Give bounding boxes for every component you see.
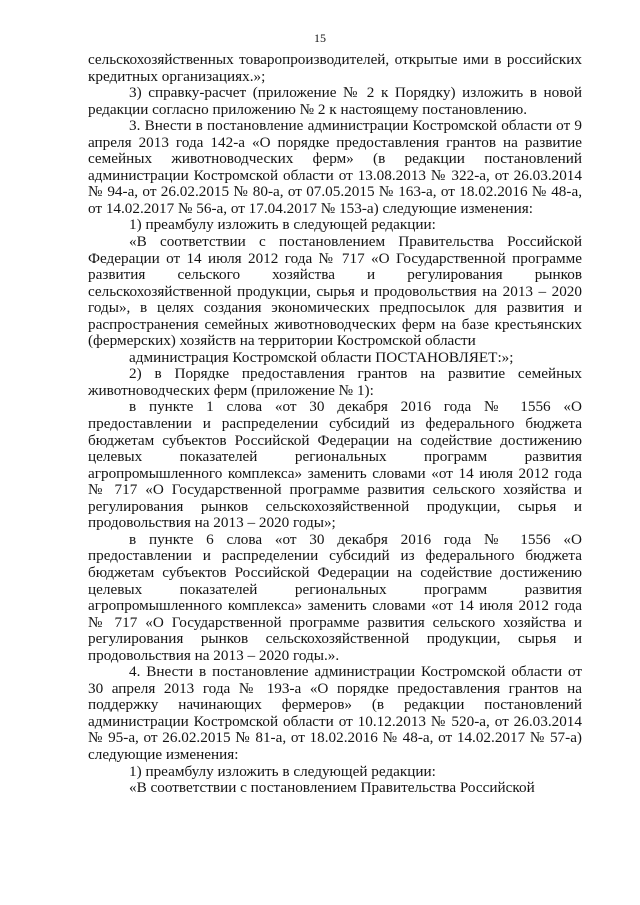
paragraph-preamble-instruction: 1) преамбулу изложить в следующей редакции:	[129, 216, 436, 234]
paragraph-preamble-text: «В соответствии с постановлением Правительства Российской Федерации от 14 июля 2012 года № 717 «О Государственной программе развития сельского хозяйства и регулирования рынков сельскохозяйственной продукции, сырья и продовольствия на 2013 – 2020 годы», в целях создания экономических предпосылок для развития и распространения семейных животноводческих ферм на базе крестьянских (фермерских) хозяйств на территории Костромской области	[88, 233, 582, 350]
paragraph-preamble-instruction-2: 1) преамбулу изложить в следующей редакции:	[129, 762, 436, 780]
paragraph-point-6: в пункте 6 слова «от 30 декабря 2016 года № 1556 «О предоставлении и распределении субсидий из федерального бюджета бюджетам субъектов Российской Федерации на содействие достижению целевых показателей региональных программ развития агропромышленного комплекса» заменить словами «от 14 июля 2012 года № 717 «О Государственной программе развития сельского хозяйства и регулирования рынков сельскохозяйственной продукции, сырья и продовольствия на 2013 – 2020 годы.».	[88, 530, 582, 664]
document-body	[88, 52, 582, 797]
paragraph-continuation: сельскохозяйственных товаропроизводителей, открытые ими в российских кредитных организациях.»;	[88, 51, 582, 85]
page-number: 15	[314, 31, 326, 45]
paragraph-section-4: 4. Внести в постановление администрации Костромской области от 30 апреля 2013 года № 193-а «О порядке предоставления грантов на поддержку начинающих фермеров» (в редакции постановлений администрации Костромской области от 10.12.2013 № 520-а, от 26.03.2014 № 95-а, от 26.02.2015 № 81-а, от 18.02.2016 № 48-а, от 14.02.2017 № 57-а) следующие изменения:	[88, 663, 582, 763]
paragraph-point-1: в пункте 1 слова «от 30 декабря 2016 года № 1556 «О предоставлении и распределении субсидий из федерального бюджета бюджетам субъектов Российской Федерации на содействие достижению целевых показателей региональных программ развития агропромышленного комплекса» заменить словами «от 14 июля 2012 года № 717 «О Государственной программе развития сельского хозяйства и регулирования рынков сельскохозяйственной продукции, сырья и продовольствия на 2013 – 2020 годы»;	[88, 398, 582, 532]
paragraph-section-3: 3. Внести в постановление администрации Костромской области от 9 апреля 2013 года 142-а «О порядке предоставления грантов на развитие семейных животноводческих ферм» (в редакции постановлений администрации Костромской области от 13.08.2013 № 322-а, от 26.03.2014 № 94-а, от 26.02.2015 № 80-а, от 07.05.2015 № 163-а, от 18.02.2016 № 48-а, от 14.02.2017 № 56-а, от 17.04.2017 № 153-а) следующие изменения:	[88, 117, 582, 217]
paragraph-preamble-text-2: «В соответствии с постановлением Правительства Российской	[129, 779, 535, 797]
paragraph-resolution: администрация Костромской области ПОСТАНОВЛЯЕТ:»;	[129, 348, 514, 366]
paragraph-item-3-calculation: 3) справку-расчет (приложение № 2 к Порядку) изложить в новой редакции согласно приложению № 2 к настоящему постановлению.	[88, 84, 582, 118]
paragraph-procedure-changes: 2) в Порядке предоставления грантов на развитие семейных животноводческих ферм (приложение № 1):	[88, 365, 582, 399]
